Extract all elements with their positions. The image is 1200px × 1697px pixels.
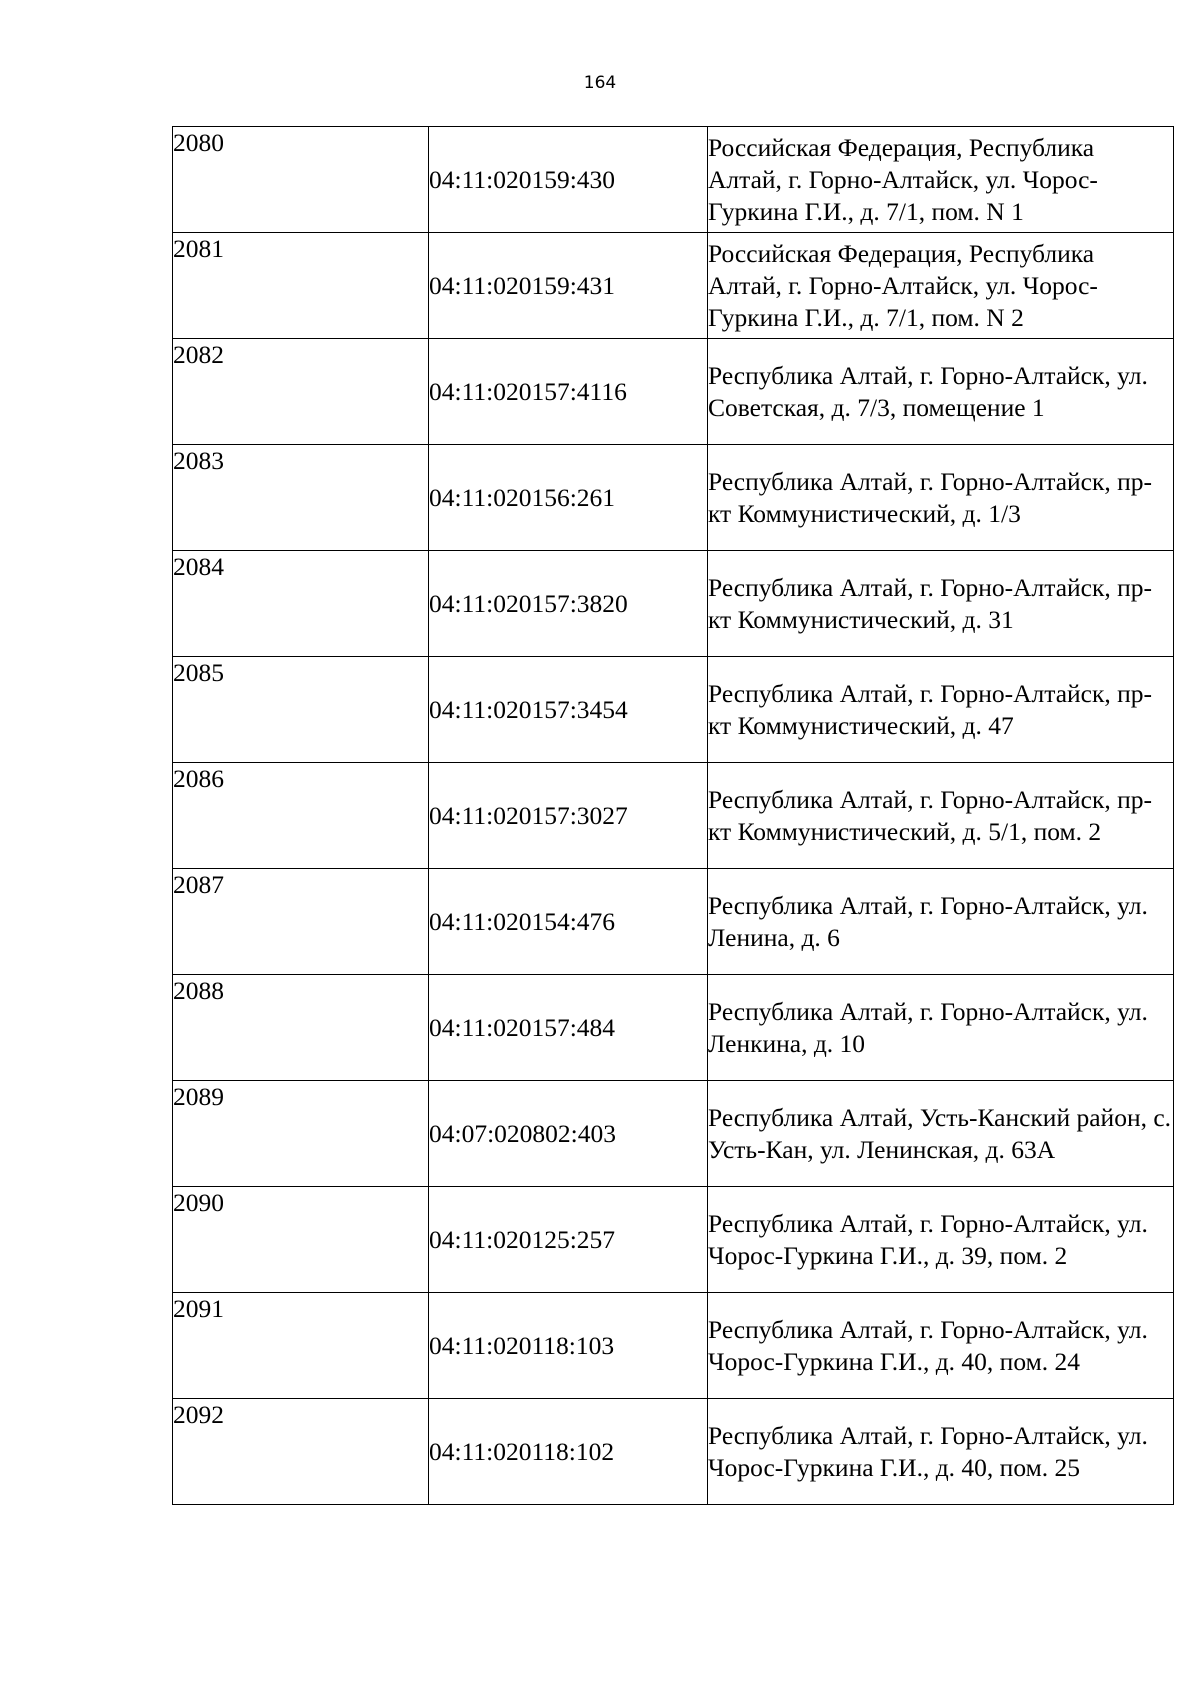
property-address: Республика Алтай, г. Горно-Алтайск, ул. Ленина, д. 6 xyxy=(708,869,1174,975)
row-number: 2091 xyxy=(173,1293,429,1399)
row-number: 2090 xyxy=(173,1187,429,1293)
property-address: Республика Алтай, г. Горно-Алтайск, пр-кт Коммунистический, д. 31 xyxy=(708,551,1174,657)
cadastral-number: 04:11:020154:476 xyxy=(429,869,708,975)
table-row xyxy=(173,1081,1174,1187)
property-address: Российская Федерация, Республика Алтай, г. Горно-Алтайск, ул. Чорос-Гуркина Г.И., д. 7/1, пом. N 2 xyxy=(708,233,1174,339)
table-row xyxy=(173,339,1174,445)
cadastral-number: 04:11:020157:4116 xyxy=(429,339,708,445)
row-number: 2092 xyxy=(173,1399,429,1505)
property-registry-table xyxy=(172,126,1174,1505)
row-number: 2080 xyxy=(173,127,429,233)
cadastral-number: 04:11:020157:484 xyxy=(429,975,708,1081)
row-number: 2083 xyxy=(173,445,429,551)
cadastral-number: 04:11:020157:3027 xyxy=(429,763,708,869)
property-address: Республика Алтай, Усть-Канский район, с. Усть-Кан, ул. Ленинская, д. 63А xyxy=(708,1081,1174,1187)
row-number: 2081 xyxy=(173,233,429,339)
table-row xyxy=(173,551,1174,657)
property-address: Республика Алтай, г. Горно-Алтайск, пр-кт Коммунистический, д. 47 xyxy=(708,657,1174,763)
table-row xyxy=(173,233,1174,339)
cadastral-number: 04:11:020156:261 xyxy=(429,445,708,551)
property-address: Республика Алтай, г. Горно-Алтайск, ул. Чорос-Гуркина Г.И., д. 40, пом. 24 xyxy=(708,1293,1174,1399)
property-address: Российская Федерация, Республика Алтай, г. Горно-Алтайск, ул. Чорос-Гуркина Г.И., д. 7/1, пом. N 1 xyxy=(708,127,1174,233)
cadastral-number: 04:11:020159:431 xyxy=(429,233,708,339)
row-number: 2088 xyxy=(173,975,429,1081)
cadastral-number: 04:11:020118:102 xyxy=(429,1399,708,1505)
row-number: 2085 xyxy=(173,657,429,763)
cadastral-number: 04:11:020125:257 xyxy=(429,1187,708,1293)
cadastral-number: 04:11:020157:3454 xyxy=(429,657,708,763)
property-address: Республика Алтай, г. Горно-Алтайск, пр-кт Коммунистический, д. 5/1, пом. 2 xyxy=(708,763,1174,869)
table-row xyxy=(173,1187,1174,1293)
property-address: Республика Алтай, г. Горно-Алтайск, ул. Чорос-Гуркина Г.И., д. 39, пом. 2 xyxy=(708,1187,1174,1293)
table-row xyxy=(173,1399,1174,1505)
cadastral-number: 04:11:020118:103 xyxy=(429,1293,708,1399)
table-row xyxy=(173,1293,1174,1399)
property-address: Республика Алтай, г. Горно-Алтайск, ул. Ленкина, д. 10 xyxy=(708,975,1174,1081)
row-number: 2086 xyxy=(173,763,429,869)
property-address: Республика Алтай, г. Горно-Алтайск, ул. Чорос-Гуркина Г.И., д. 40, пом. 25 xyxy=(708,1399,1174,1505)
property-address: Республика Алтай, г. Горно-Алтайск, ул. Советская, д. 7/3, помещение 1 xyxy=(708,339,1174,445)
row-number: 2084 xyxy=(173,551,429,657)
table-row xyxy=(173,975,1174,1081)
table-row xyxy=(173,657,1174,763)
cadastral-number: 04:07:020802:403 xyxy=(429,1081,708,1187)
page-number: 164 xyxy=(583,73,617,93)
cadastral-number: 04:11:020159:430 xyxy=(429,127,708,233)
table-row xyxy=(173,763,1174,869)
table-row xyxy=(173,127,1174,233)
table-row xyxy=(173,869,1174,975)
cadastral-number: 04:11:020157:3820 xyxy=(429,551,708,657)
row-number: 2087 xyxy=(173,869,429,975)
row-number: 2082 xyxy=(173,339,429,445)
property-address: Республика Алтай, г. Горно-Алтайск, пр-кт Коммунистический, д. 1/3 xyxy=(708,445,1174,551)
row-number: 2089 xyxy=(173,1081,429,1187)
table-row xyxy=(173,445,1174,551)
